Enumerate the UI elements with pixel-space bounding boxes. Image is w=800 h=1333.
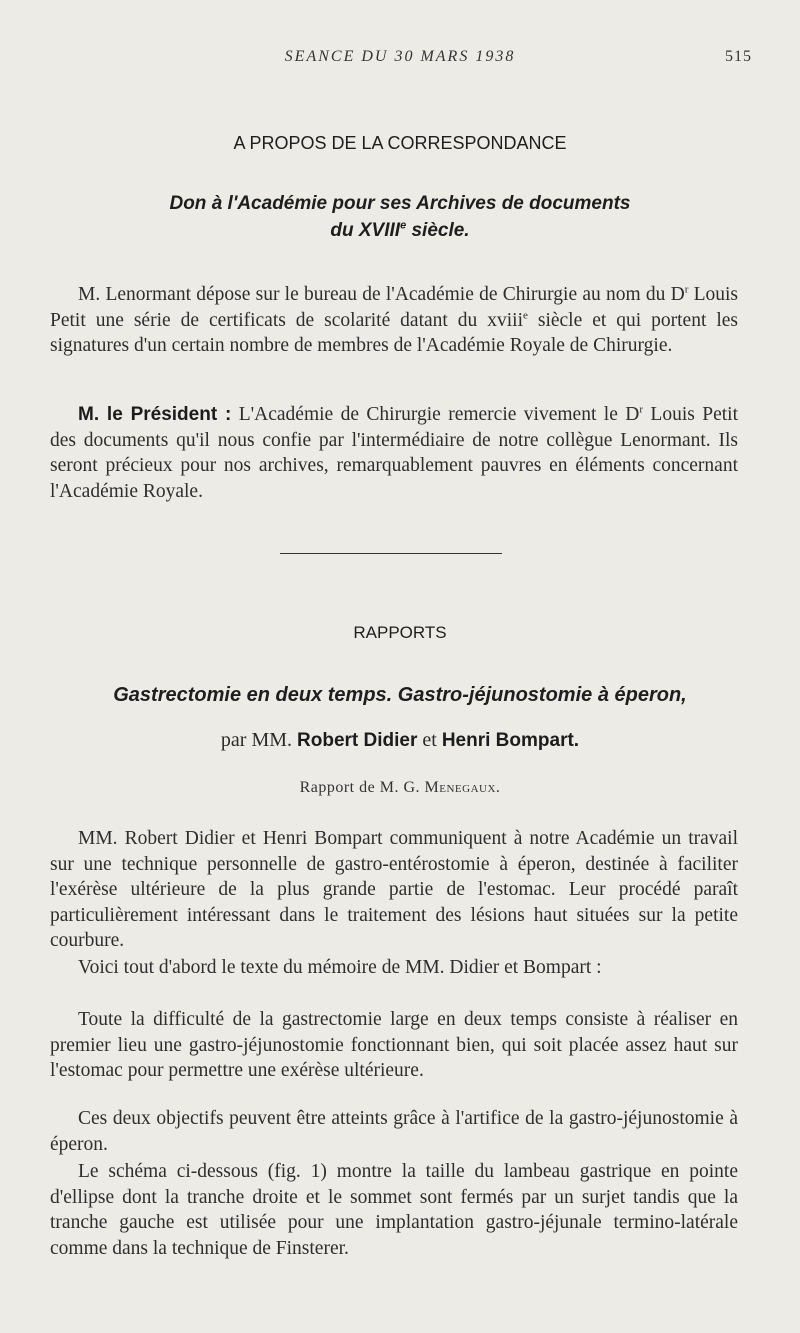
paragraph-president [50,402,738,504]
report-byline [0,729,800,752]
section-divider [280,553,502,554]
reporter-name: Menegaux. [424,779,501,796]
subheading-century: du XVIII [330,220,401,241]
paragraph-difficulty: Toute la difficulté de la gastrectomie large en deux temps consiste à réaliser en premier lieu une gastro-jéjunostomie fonctionnant bien, qui soit placée assez haut sur l'estomac pour permettre une exérèse ultérieure. [50,1009,738,1081]
section-subheading [40,190,760,244]
paragraph-text: siècle et qui portent les signatures d'un certain nombre de membres de l'Académie Royale de Chirurgie. [50,309,738,356]
section-heading-rapports: RAPPORTS [353,623,447,642]
paragraph-text: Louis Petit des documents qu'il nous confie par l'intermédiaire de notre collègue Lenormant. Ils seront précieux pour nos archives, remarquablement pauvres en éléments concernant l'Académie Royale. [50,404,739,502]
author-name: Robert Didier [297,730,418,751]
speaker-label: M. le Président : [78,404,232,425]
running-header [0,48,800,72]
subheading-suffix: siècle. [406,220,470,241]
reporter-line [0,779,800,797]
running-title: SEANCE DU 30 MARS 1938 [284,48,516,65]
paragraph-text: L'Académie de Chirurgie remercie vivement le D [231,404,640,425]
paragraph-memoire-intro: Voici tout d'abord le texte du mémoire de MM. Didier et Bompart : [78,957,602,978]
reporter-prefix: Rapport de M. G. [299,779,425,796]
subheading-line-2 [40,217,760,244]
paragraph-report-intro: MM. Robert Didier et Henri Bompart communiquent à notre Académie un travail sur une technique personnelle de gastro-entérostomie à éperon, destinée à faciliter l'exérèse ultérieure de la plus grande partie de l'estomac. Leur procédé paraît particulièrement intéressant dans le traitement des lésions haut situées sur la petite courbure. [50,828,738,951]
superscript: r [684,283,689,296]
superscript: e [523,309,528,321]
report-title: Gastrectomie en deux temps. Gastro-jéjunostomie à éperon, [113,684,687,706]
byline-prefix: par MM. [220,729,298,751]
subheading-superscript: e [400,219,407,232]
byline-conjunction: et [417,729,442,751]
superscript: r [639,403,644,416]
section-heading-correspondance: A PROPOS DE LA CORRESPONDANCE [233,133,567,153]
paragraph-text: Louis Petit une série de certificats de scolarité datant du xviii [50,284,739,331]
paragraph-objectives: Ces deux objectifs peuvent être atteints grâce à l'artifice de la gastro-jéjunostomie à éperon. [50,1108,738,1155]
paragraph-lenormant [50,282,738,359]
author-name: Henri Bompart. [441,730,580,751]
subheading-line-1: Don à l'Académie pour ses Archives de documents [169,193,631,214]
paragraph-text: M. Lenormant dépose sur le bureau de l'Académie de Chirurgie au nom du D [78,284,685,305]
page-number: 515 [725,48,752,65]
paragraph-schema: Le schéma ci-dessous (fig. 1) montre la taille du lambeau gastrique en pointe d'ellipse dont la tranche droite et le sommet sont fermés par un surjet tandis que la tranche gauche est utilisée pour une implantation gastro-jéjunale termino-latérale comme dans la technique de Finsterer. [50,1161,738,1259]
